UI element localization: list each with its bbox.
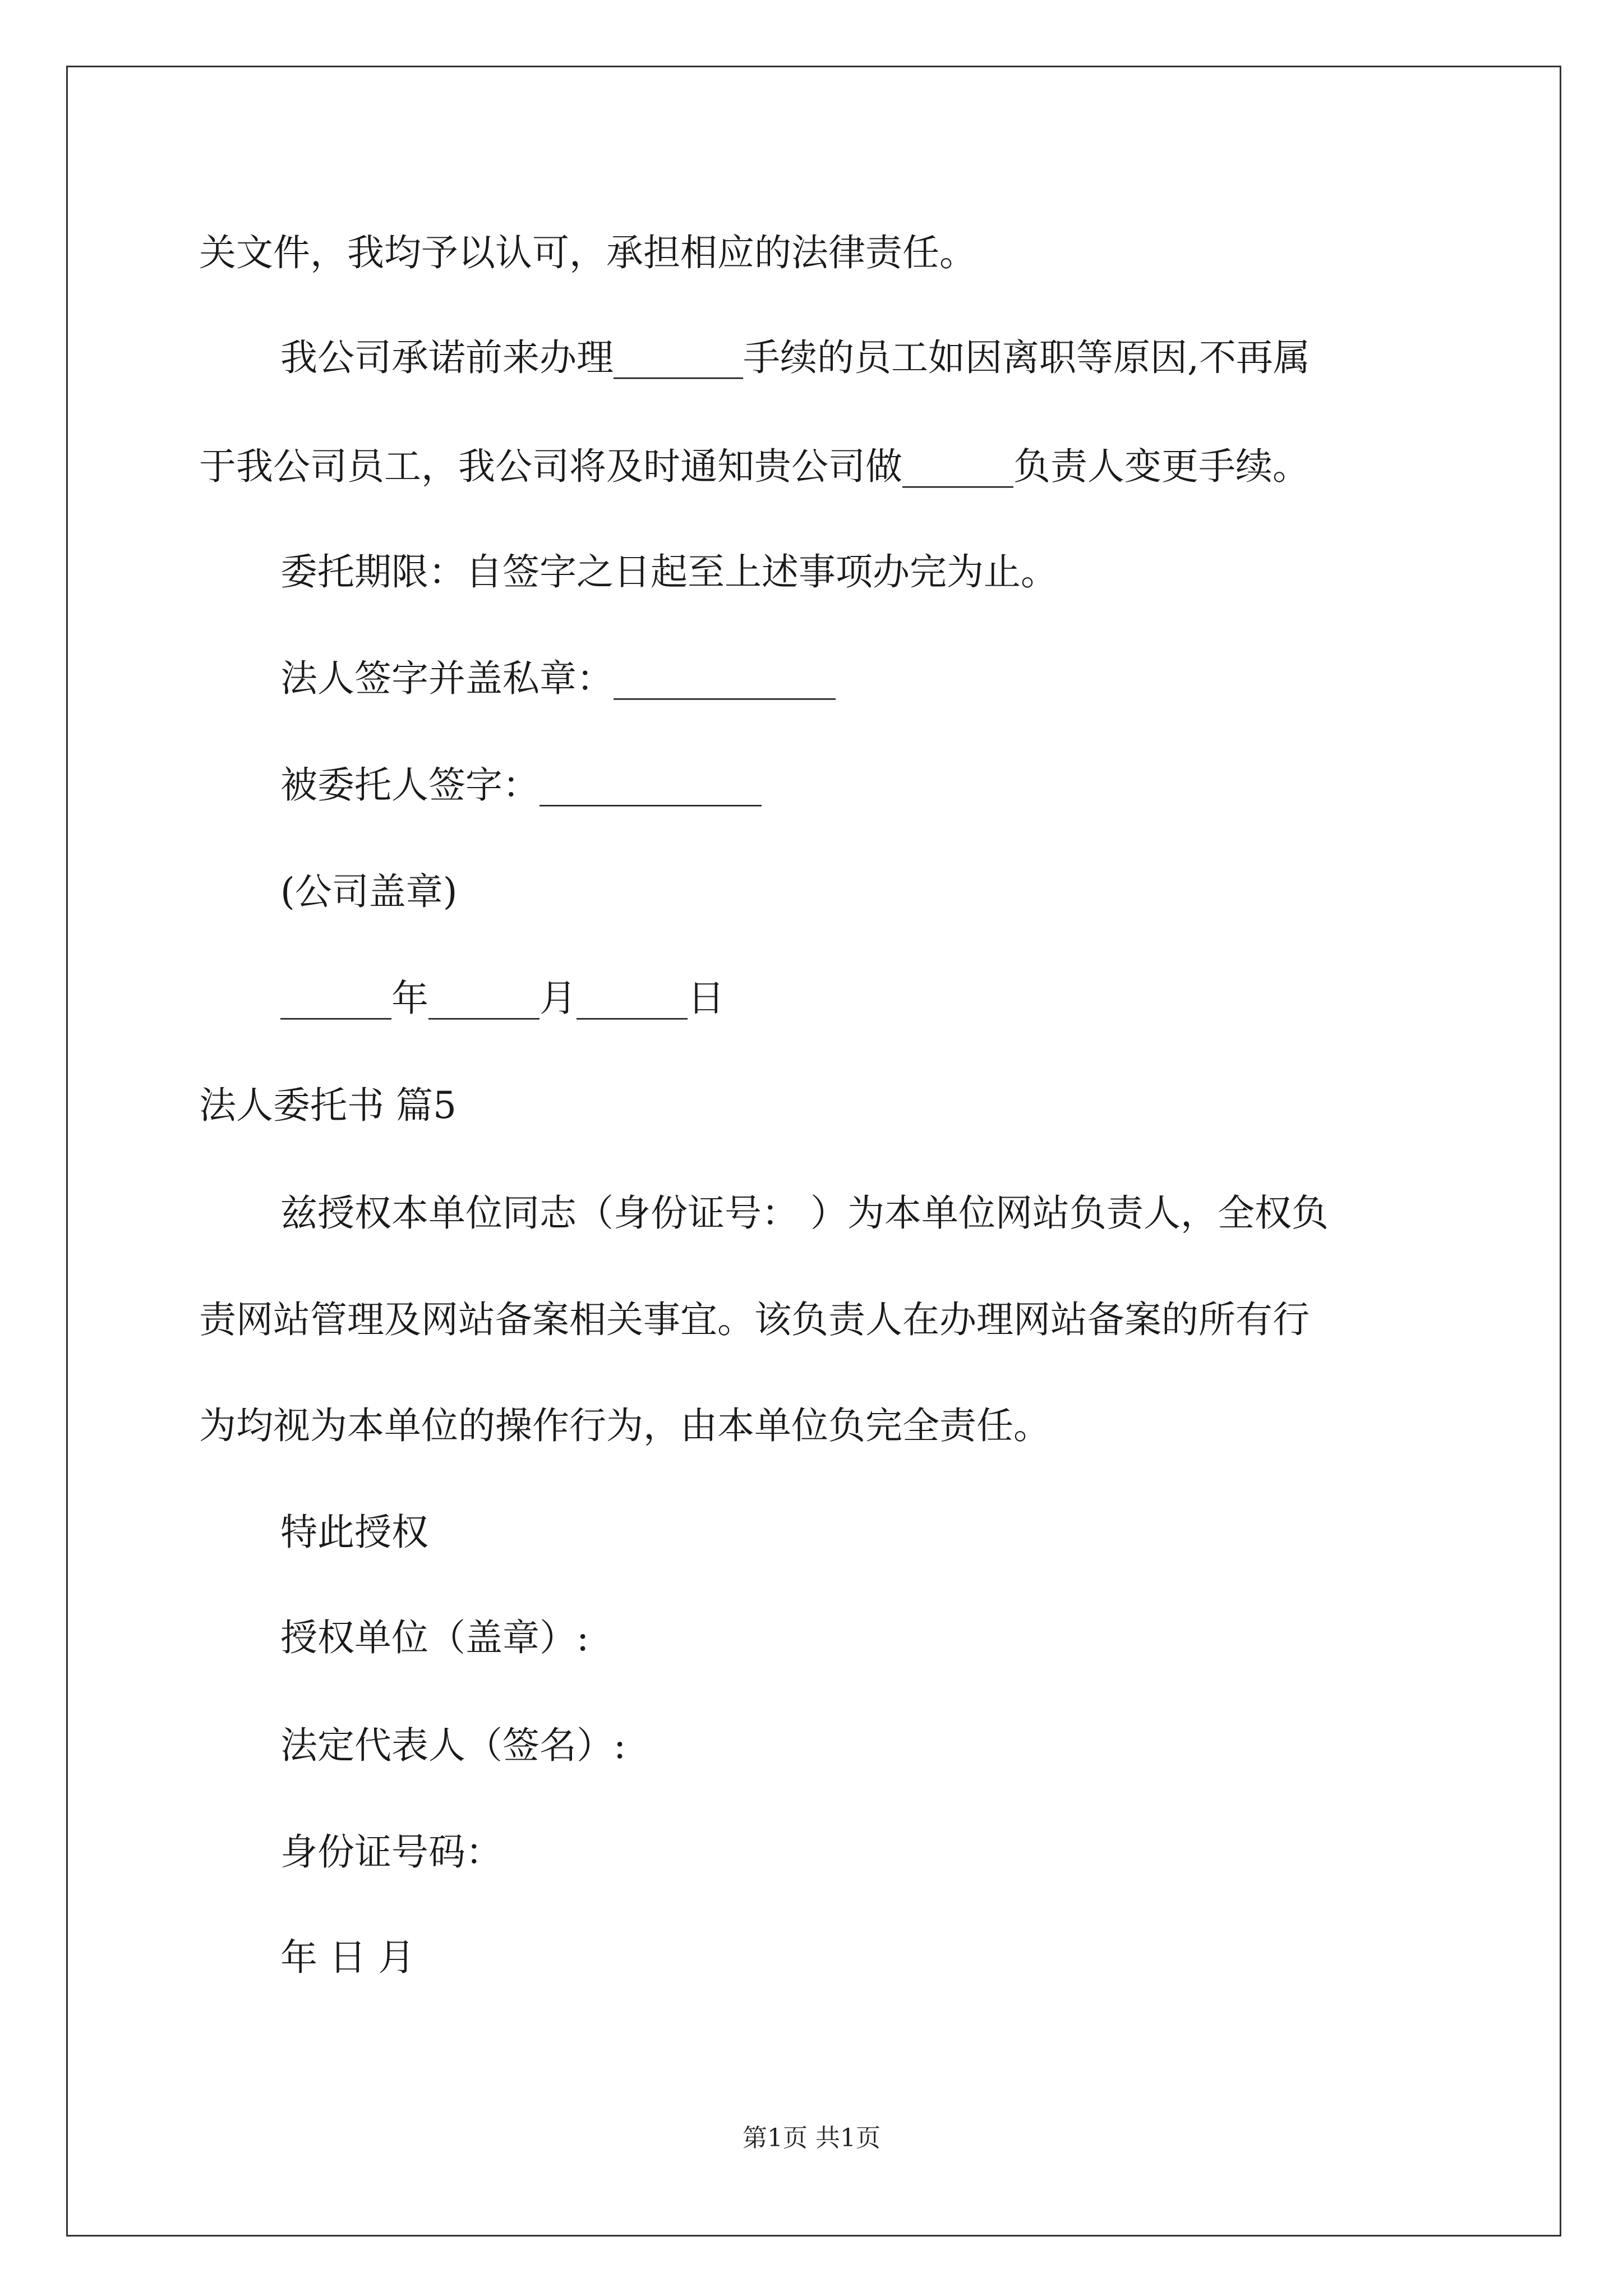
- paragraph-3-line-2: 责网站管理及网站备案相关事宜。该负责人在办理网站备案的所有行: [199, 1298, 1310, 1341]
- legal-person-signature-line: 法人签字并盖私章：____________: [280, 657, 836, 700]
- page-footer: 第1页 共1页: [743, 2124, 880, 2152]
- trustee-signature-line: 被委托人签字：____________: [280, 763, 762, 807]
- id-number-line: 身份证号码：: [280, 1830, 502, 1874]
- date-line: ______年______月______日: [280, 977, 725, 1020]
- special-authorization-line: 特此授权: [280, 1511, 428, 1554]
- legal-representative-line: 法定代表人（签名）:: [280, 1724, 626, 1767]
- paragraph-2-line-1: 我公司承诺前来办理_______手续的员工如因离职等原因,不再属: [280, 336, 1310, 379]
- section-heading: 法人委托书 篇5: [199, 1084, 457, 1127]
- paragraph-2-line-2: 于我公司员工，我公司将及时通知贵公司做______负责人变更手续。: [199, 445, 1310, 488]
- page-border: [66, 66, 1561, 2237]
- paragraph-3-line-1: 兹授权本单位同志（身份证号： ）为本单位网站负责人，全权负: [280, 1191, 1329, 1235]
- paragraph-1-line-1: 关文件，我均予以认可，承担相应的法律责任。: [199, 231, 976, 274]
- company-seal-line: (公司盖章): [280, 870, 458, 913]
- date-short-line: 年 日 月: [280, 1936, 415, 1979]
- paragraph-3-line-3: 为均视为本单位的操作行为，由本单位负完全责任。: [199, 1404, 1050, 1447]
- authorizing-unit-line: 授权单位（盖章）:: [280, 1616, 589, 1659]
- term-line: 委托期限：自签字之日起至上述事项办完为止。: [280, 550, 1058, 593]
